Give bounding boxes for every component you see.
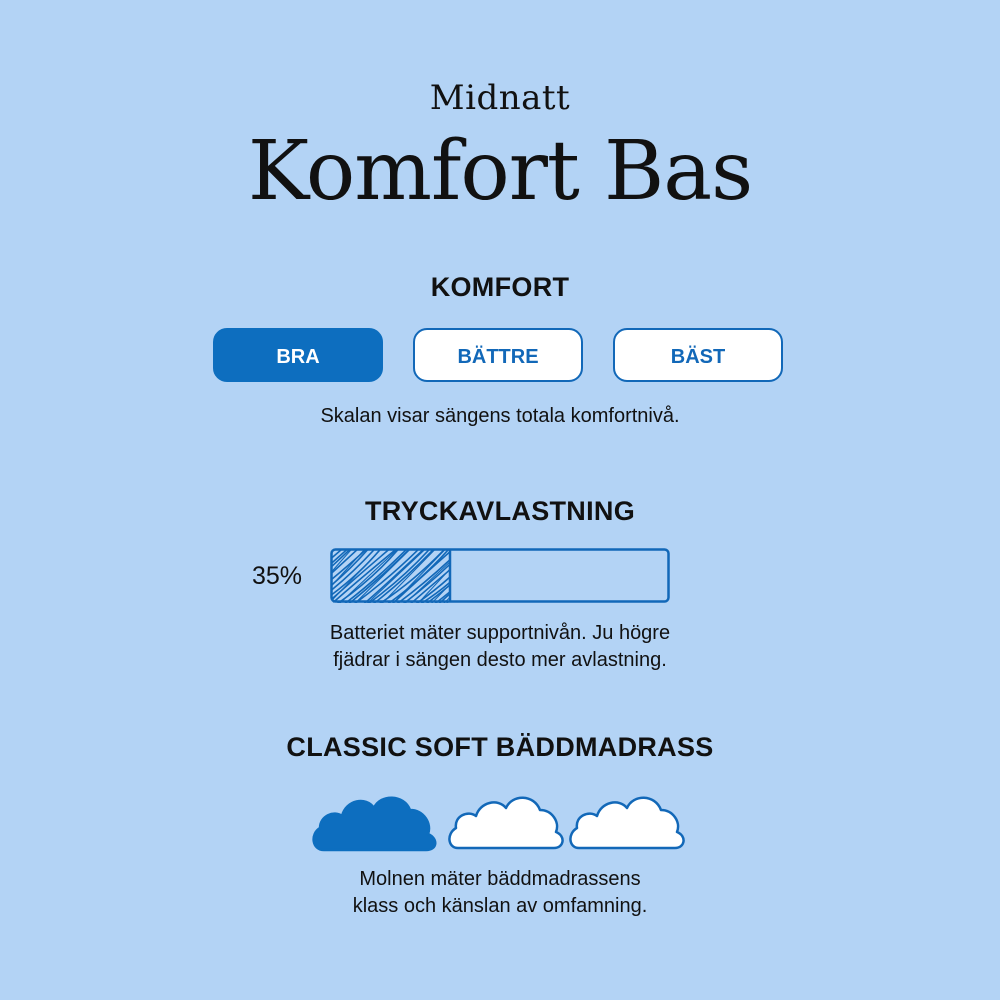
- product-title: Komfort Bas: [247, 124, 753, 219]
- topper-caption-line-2: klass och känslan av omfamning.: [352, 895, 648, 917]
- topper-heading: CLASSIC SOFT BÄDDMADRASS: [286, 732, 714, 762]
- pressure-caption: [0, 620, 1000, 674]
- comfort-caption: Skalan visar sängens totala komfortnivå.: [320, 405, 680, 427]
- pressure-caption-line-1: Batteriet mäter supportnivån. Ju högre: [329, 622, 671, 644]
- topper-caption: [0, 866, 1000, 920]
- pressure-heading: TRYCKAVLASTNING: [365, 496, 635, 526]
- topper-caption-line-1: Molnen mäter bäddmadrassens: [359, 868, 641, 890]
- pressure-caption-line-2: fjädrar i sängen desto mer avlastning.: [333, 649, 667, 671]
- cloud-icon: [570, 798, 683, 848]
- comfort-scale: [213, 328, 787, 386]
- comfort-heading: KOMFORT: [430, 272, 570, 302]
- battery-fill-scribble: [330, 548, 524, 604]
- battery-icon: [330, 548, 672, 606]
- comfort-option-bast[interactable]: BÄST: [613, 328, 783, 382]
- cloud-rating: [305, 786, 695, 852]
- pressure-value: 35%: [251, 562, 303, 590]
- brand-name: Midnatt: [429, 78, 571, 118]
- cloud-icon: [314, 798, 436, 850]
- comfort-option-bra[interactable]: BRA: [213, 328, 383, 382]
- comfort-option-battre[interactable]: BÄTTRE: [413, 328, 583, 382]
- cloud-icon: [449, 798, 562, 848]
